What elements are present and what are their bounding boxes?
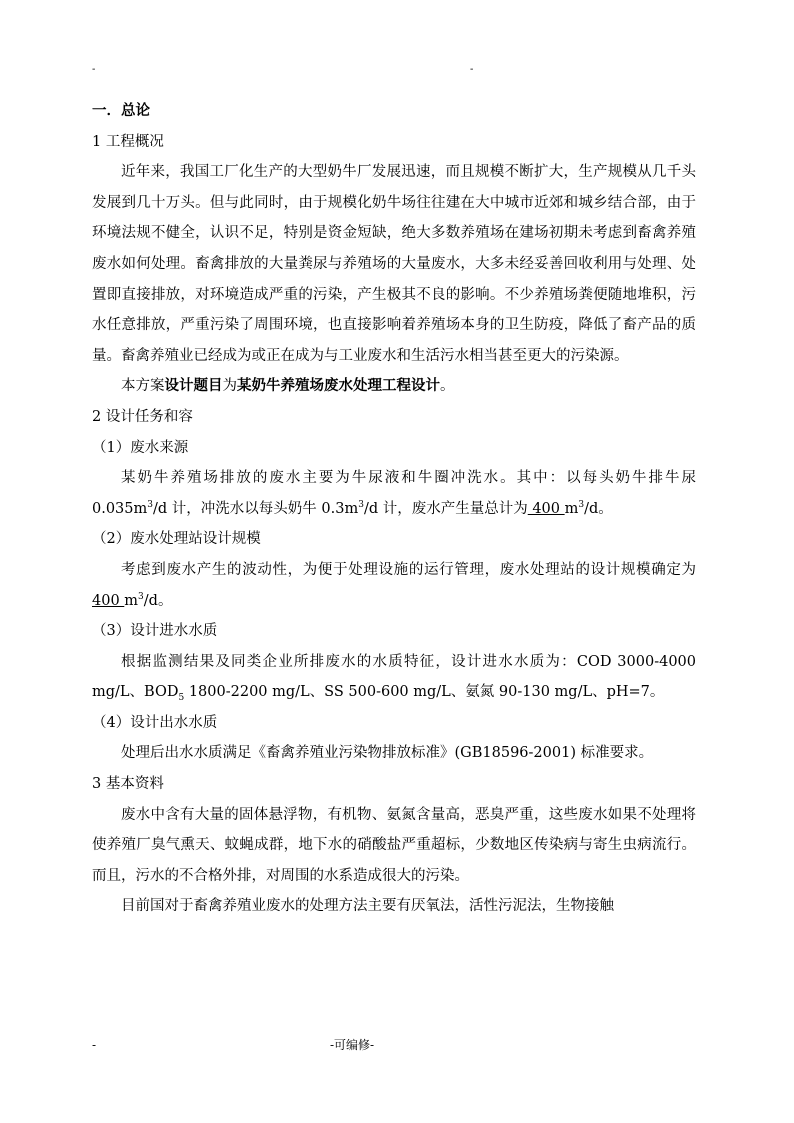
paragraph-design-topic: [92, 371, 696, 402]
source-text-3: /d 计，废水产生量总计为: [363, 500, 528, 517]
source-text-4: /d。: [584, 500, 613, 517]
footer-left-mark: -: [92, 1038, 97, 1052]
influent-sub: 5: [178, 693, 185, 704]
source-unit: m: [564, 500, 579, 517]
scale-value: 400: [92, 592, 125, 609]
topic-label: 设计题目: [164, 377, 223, 395]
source-sup-1: 3: [147, 499, 153, 510]
paragraph-basic-data-1: 废水中含有大量的固体悬浮物，有机物、氨氮含量高，恶臭严重，这些废水如果不处理将使养殖厂臭气熏天、蚊蝇成群，地下水的硝酸盐严重超标，少数地区传染病与寄生虫病流行。而且，污水的不合格外排，对周围的水系造成很大的污染。: [92, 806, 696, 884]
scale-text-1: 考虑到废水产生的波动性，为便于处理设施的运行管理，废水处理站的设计规模确定为: [121, 561, 696, 578]
heading-design-tasks: 2 设计任务和容: [92, 408, 193, 425]
influent-text-2: 1800-2200 mg/L、SS 500-600 mg/L、氨氮 90-130 mg/L、pH=7。: [184, 684, 665, 701]
source-text-2: /d 计，冲洗水以每头奶牛 0.3m: [153, 500, 359, 517]
scale-text-2: /d。: [143, 592, 173, 609]
scale-unit: m: [124, 592, 139, 609]
topic-title: 某奶牛养殖场废水处理工程设计: [237, 377, 440, 395]
topic-end: 。: [440, 378, 455, 395]
section-title: 一．总论: [92, 102, 150, 119]
influent-text-1: 根据监测结果及同类企业所排废水的水质特征，设计进水水质为：COD 3000-4000 mg/L、BOD: [92, 653, 696, 701]
header-right-mark: -: [470, 64, 474, 75]
topic-mid: 为: [222, 378, 237, 395]
paragraph-basic-data-2: 目前国对于畜禽养殖业废水的处理方法主要有厌氧法，活性污泥法，生物接触: [121, 898, 614, 915]
paragraph-influent-quality: [92, 647, 696, 708]
heading-effluent-quality: （4）设计出水水质: [92, 714, 218, 731]
heading-wastewater-source: （1）废水来源: [92, 439, 189, 456]
heading-influent-quality: （3）设计进水水质: [92, 623, 218, 640]
heading-project-overview: 1 工程概况: [92, 133, 164, 150]
scale-sup: 3: [138, 591, 144, 602]
paragraph-station-scale: [92, 555, 696, 616]
paragraph-effluent-quality: 处理后出水水质满足《畜禽养殖业污染物排放标准》(GB18596-2001) 标准要求。: [121, 745, 654, 762]
source-sup-2: 3: [358, 499, 364, 510]
source-text-1: 某奶牛养殖场排放的废水主要为牛尿液和牛圈冲洗水。其中：以每头奶牛排牛尿 0.035m: [92, 470, 696, 517]
source-sup-3: 3: [578, 499, 585, 510]
header-left-mark: -: [92, 64, 96, 75]
topic-prefix: 本方案: [121, 378, 165, 395]
footer-center-text: -可编修-: [330, 1038, 375, 1052]
heading-station-scale: （2）废水处理站设计规模: [92, 531, 261, 548]
source-total-value: 400: [527, 500, 565, 517]
heading-basic-data: 3 基本资料: [92, 776, 164, 793]
paragraph-wastewater-source: [92, 463, 696, 524]
document-body: [92, 96, 696, 922]
paragraph-overview: 近年来，我国工厂化生产的大型奶牛厂发展迅速，而且规模不断扩大，生产规模从几千头发展到几十万头。但与此同时，由于规模化奶牛场往往建在大中城市近郊和城乡结合部，由于环境法规不健全，认识不足，特别是资金短缺，绝大多数养殖场在建场初期未考虑到畜禽养殖废水如何处理。畜禽排放的大量粪尿与养殖场的大量废水，大多未经妥善回收利用与处理、处置即直接排放，对环境造成严重的污染，产生极其不良的影响。不少养殖场粪便随地堆积，污水任意排放，严重污染了周围环境，也直接影响着养殖场本身的卫生防疫，降低了畜产品的质量。畜禽养殖业已经成为或正在成为与工业废水和生活污水相当甚至更大的污染源。: [92, 164, 696, 364]
